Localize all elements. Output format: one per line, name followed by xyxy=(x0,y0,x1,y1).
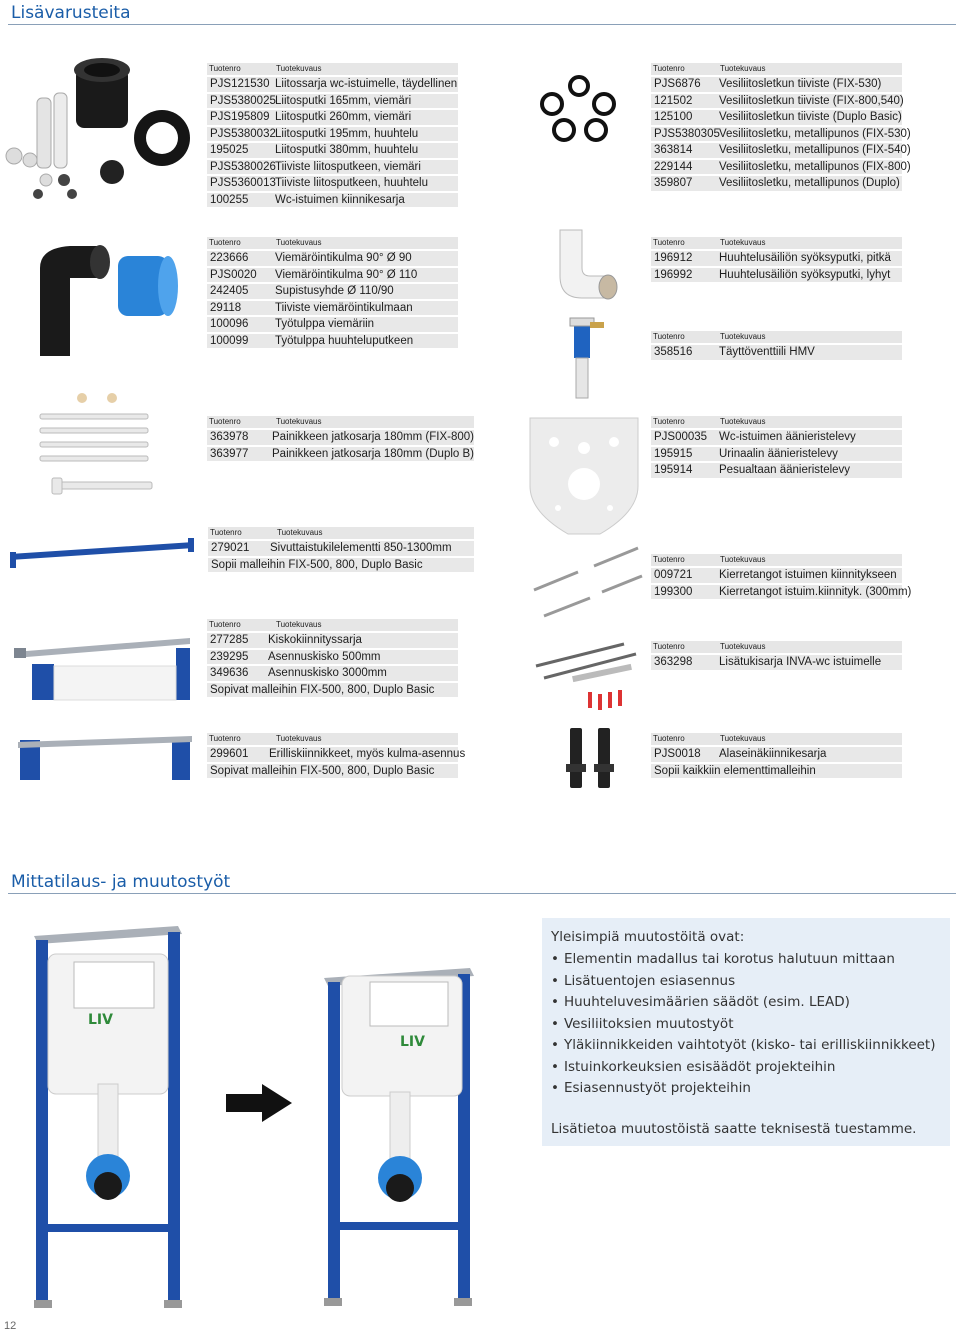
table-cell: Erilliskiinnikkeet, myös kulma-asennus xyxy=(269,748,466,760)
column-header: Tuotenro xyxy=(209,238,241,247)
table-cell: 277285 xyxy=(210,634,249,646)
product-table-connection-kits xyxy=(207,63,458,209)
table-cell: 195914 xyxy=(654,464,693,476)
table-row xyxy=(651,176,902,193)
table-cell: Työtulppa huuhteluputkeen xyxy=(275,334,414,347)
table-cell: Lisätukisarja INVA-wc istuimelle xyxy=(719,656,882,668)
table-cell: PJS6876 xyxy=(654,78,701,90)
table-note: Sopivat malleihin FIX-500, 800, Duplo Basic xyxy=(207,683,458,700)
table-cell: 363298 xyxy=(654,656,693,668)
table-header xyxy=(207,733,458,747)
table-cell: 229144 xyxy=(654,160,693,173)
table-row xyxy=(651,160,911,177)
table-cell: Vesiliitosletku, metallipunos (FIX-800) xyxy=(719,160,911,173)
table-header xyxy=(207,63,458,77)
column-header: Tuotenro xyxy=(209,417,241,426)
table-cell: 359807 xyxy=(654,177,693,189)
table-note: Sopii malleihin FIX-500, 800, Duplo Basic xyxy=(208,558,474,575)
table-row xyxy=(651,585,912,602)
column-header: Tuotekuvaus xyxy=(276,417,322,426)
section-divider xyxy=(8,893,956,894)
table-header xyxy=(207,416,474,430)
column-header: Tuotekuvaus xyxy=(276,64,322,73)
table-cell: 100096 xyxy=(210,318,249,330)
table-cell: 299601 xyxy=(210,748,249,760)
table-header xyxy=(651,733,902,747)
column-header: Tuotekuvaus xyxy=(276,238,322,247)
table-cell: 363978 xyxy=(210,431,249,443)
flush-pipe-image xyxy=(552,228,624,403)
product-table-insulation xyxy=(651,416,902,480)
table-cell: Asennuskisko 500mm xyxy=(268,650,381,663)
table-row xyxy=(207,193,458,210)
table-cell: Työtulppa viemäriin xyxy=(275,318,375,330)
page-number: 12 xyxy=(4,1320,17,1332)
section-title-accessories: Lisävarusteita xyxy=(11,3,131,23)
table-row xyxy=(651,127,911,144)
column-header: Tuotenro xyxy=(653,64,685,73)
table-cell: PJS0018 xyxy=(654,748,701,760)
column-header: Tuotekuvaus xyxy=(720,417,766,426)
table-row xyxy=(207,160,458,177)
table-cell: PJS5380025 xyxy=(210,94,276,107)
column-header: Tuotekuvaus xyxy=(720,332,766,341)
table-row xyxy=(651,463,902,480)
custom-work-info-box xyxy=(542,918,950,1146)
column-header: Tuotekuvaus xyxy=(720,555,766,564)
column-header: Tuotenro xyxy=(209,734,241,743)
inva-support-image xyxy=(532,636,644,716)
table-cell: PJS5380032 xyxy=(210,127,276,140)
table-cell: Liitosputki 380mm, huuhtelu xyxy=(275,144,419,156)
table-cell: Täyttöventtiili HMV xyxy=(719,346,815,358)
table-row xyxy=(207,251,458,268)
insulation-plate-image xyxy=(528,416,640,542)
table-cell: Pesualtaan äänieristelevy xyxy=(719,464,851,476)
table-row xyxy=(207,176,458,193)
arrow-icon xyxy=(226,1084,294,1122)
table-cell: 195915 xyxy=(654,447,693,460)
table-row xyxy=(207,650,458,667)
column-header: Tuotekuvaus xyxy=(720,734,766,743)
threaded-rods-image xyxy=(534,546,644,620)
table-cell: Tiiviste liitosputkeen, viemäri xyxy=(275,160,421,173)
table-row xyxy=(207,633,458,650)
table-cell: Painikkeen jatkosarja 180mm (Duplo B) xyxy=(272,447,474,460)
product-table-fill-valve xyxy=(651,331,902,362)
table-cell: PJS5380305 xyxy=(654,127,720,140)
table-row xyxy=(651,143,911,160)
table-row xyxy=(207,127,458,144)
table-cell: 196992 xyxy=(654,268,693,281)
table-cell: 100255 xyxy=(210,193,249,206)
frame-before-image xyxy=(28,924,188,1324)
table-cell: Alaseinäkiinnikesarja xyxy=(719,748,827,760)
column-header: Tuotenro xyxy=(653,332,685,341)
column-header: Tuotenro xyxy=(209,620,241,629)
table-cell: 195025 xyxy=(210,144,249,156)
list-item: • Huuhteluvesimäärien säädöt (esim. LEAD) xyxy=(551,992,936,1014)
table-row xyxy=(651,430,902,447)
table-row xyxy=(651,77,902,94)
column-header: Tuotenro xyxy=(653,555,685,564)
table-row xyxy=(651,110,902,127)
table-row xyxy=(651,94,902,111)
list-item: • Elementin madallus tai korotus halutuun mittaan xyxy=(551,949,936,971)
table-cell: Tiiviste viemäröintikulmaan xyxy=(275,301,413,314)
product-table-rail-kits xyxy=(207,619,458,699)
table-header xyxy=(651,641,902,655)
column-header: Tuotekuvaus xyxy=(276,620,322,629)
table-cell: 223666 xyxy=(210,252,249,264)
table-cell: Liitosputki 260mm, viemäri xyxy=(275,111,412,123)
table-header xyxy=(207,619,458,633)
table-cell: Sivuttaistukilelementti 850-1300mm xyxy=(270,542,452,554)
table-cell: 363814 xyxy=(654,144,693,156)
column-header: Tuotekuvaus xyxy=(276,734,322,743)
table-cell: PJS5380026 xyxy=(210,160,276,173)
table-cell: Asennuskisko 3000mm xyxy=(268,667,387,679)
table-cell: 121502 xyxy=(654,94,693,107)
table-cell: Kiskokiinnityssarja xyxy=(268,634,362,646)
table-cell: 358516 xyxy=(654,346,693,358)
table-cell: 29118 xyxy=(210,301,242,314)
table-row xyxy=(207,430,474,447)
column-header: Tuotenro xyxy=(653,417,685,426)
info-title: Yleisimpiä muutostöitä ovat: xyxy=(551,929,745,945)
table-cell: 279021 xyxy=(211,542,250,554)
table-header xyxy=(651,554,902,568)
table-cell: 196912 xyxy=(654,252,693,264)
table-header xyxy=(207,237,458,251)
table-cell: PJS00035 xyxy=(654,431,708,443)
table-row xyxy=(651,655,902,672)
table-cell: Liitosputki 195mm, huuhtelu xyxy=(275,127,419,140)
table-row xyxy=(207,666,458,683)
table-cell: Painikkeen jatkosarja 180mm (FIX-800) xyxy=(272,431,474,443)
table-row xyxy=(207,747,466,764)
table-header xyxy=(208,527,474,541)
table-cell: 242405 xyxy=(210,285,249,297)
table-cell: Tiiviste liitosputkeen, huuhtelu xyxy=(275,177,428,189)
table-cell: PJS5360013 xyxy=(210,177,276,189)
table-row xyxy=(207,143,458,160)
column-header: Tuotekuvaus xyxy=(277,528,323,537)
table-row xyxy=(651,251,902,268)
table-cell: Huuhtelusäiliön syöksyputki, lyhyt xyxy=(719,268,891,281)
table-row xyxy=(651,447,902,464)
list-item: • Vesiliitoksien muutostyöt xyxy=(551,1014,936,1036)
table-header xyxy=(651,63,902,77)
table-row xyxy=(207,77,458,94)
table-cell: PJS195809 xyxy=(210,111,270,123)
table-cell: PJS0020 xyxy=(210,268,257,281)
column-header: Tuotenro xyxy=(653,238,685,247)
table-cell: Liitossarja wc-istuimelle, täydellinen xyxy=(275,78,458,90)
table-cell: Vesiliitosletkun tiiviste (FIX-800,540) xyxy=(719,94,904,107)
table-cell: 363977 xyxy=(210,447,249,460)
button-extension-image xyxy=(36,392,156,502)
product-table-lower-wall-brackets xyxy=(651,733,902,780)
liv-logo: LIV xyxy=(88,1012,113,1028)
section-divider xyxy=(8,24,956,25)
table-note: Sopii kaikkiin elementtimalleihin xyxy=(651,764,902,781)
product-table-button-extensions xyxy=(207,416,474,463)
table-cell: PJS121530 xyxy=(210,78,270,90)
column-header: Tuotenro xyxy=(653,734,685,743)
column-header: Tuotenro xyxy=(653,642,685,651)
column-header: Tuotenro xyxy=(209,64,241,73)
table-cell: 009721 xyxy=(654,569,693,581)
column-header: Tuotenro xyxy=(210,528,242,537)
info-footer: Lisätietoa muutostöistä saatte teknisestä tuestamme. xyxy=(551,1121,917,1137)
separate-brackets-image xyxy=(16,730,194,782)
table-header xyxy=(651,237,902,251)
product-table-inva-support xyxy=(651,641,902,672)
list-item: • Yläkiinnikkeiden vaihtotyöt (kisko- tai erilliskiinnikkeet) xyxy=(551,1035,936,1057)
side-support-image xyxy=(8,536,198,570)
info-list xyxy=(551,949,936,1100)
table-cell: 125100 xyxy=(654,111,693,123)
table-cell: Viemäröintikulma 90° Ø 110 xyxy=(275,268,418,281)
table-row xyxy=(651,268,902,285)
table-cell: 199300 xyxy=(654,585,693,598)
table-cell: Wc-istuimen äänieristelevy xyxy=(719,431,856,443)
column-header: Tuotekuvaus xyxy=(720,642,766,651)
table-row xyxy=(651,345,902,362)
table-cell: Liitosputki 165mm, viemäri xyxy=(275,94,412,107)
table-cell: Huuhtelusäiliön syöksyputki, pitkä xyxy=(719,252,891,264)
table-row xyxy=(207,268,458,285)
rail-kit-image xyxy=(10,628,195,700)
table-cell: 100099 xyxy=(210,334,249,347)
table-row xyxy=(207,94,458,111)
table-cell: Viemäröintikulma 90° Ø 90 xyxy=(275,252,412,264)
table-row xyxy=(207,447,474,464)
table-cell: Urinaalin äänieristelevy xyxy=(719,447,838,460)
table-row xyxy=(651,747,902,764)
product-table-drain-elbows xyxy=(207,237,458,350)
list-item: • Lisätuentojen esiasennus xyxy=(551,971,936,993)
o-ring-seals-image xyxy=(532,70,622,150)
table-row xyxy=(207,110,458,127)
table-cell: Kierretangot istuim.kiinnityk. (300mm) xyxy=(719,585,912,598)
section-title-custom-work: Mittatilaus- ja muutostyöt xyxy=(11,872,231,892)
product-table-water-hoses xyxy=(651,63,911,193)
table-cell: Wc-istuimen kiinnikesarja xyxy=(275,193,405,206)
drain-elbow-image xyxy=(30,238,190,366)
list-item: • Istuinkorkeuksien esisäädöt projekteihin xyxy=(551,1057,936,1079)
table-row xyxy=(207,284,458,301)
table-header xyxy=(651,416,902,430)
column-header: Tuotekuvaus xyxy=(720,238,766,247)
table-row xyxy=(208,541,474,558)
table-cell: Kierretangot istuimen kiinnitykseen xyxy=(719,569,897,581)
table-row xyxy=(207,301,458,318)
product-table-flush-pipes xyxy=(651,237,902,284)
table-note: Sopivat malleihin FIX-500, 800, Duplo Basic xyxy=(207,764,458,781)
connection-kit-image xyxy=(2,48,202,208)
table-cell: Vesiliitosletku, metallipunos (Duplo) xyxy=(719,177,900,189)
table-cell: 239295 xyxy=(210,650,249,663)
table-cell: Vesiliitosletkun tiiviste (Duplo Basic) xyxy=(719,111,902,123)
table-header xyxy=(651,331,902,345)
table-cell: Vesiliitosletku, metallipunos (FIX-530) xyxy=(719,127,911,140)
table-cell: Vesiliitosletku, metallipunos (FIX-540) xyxy=(719,144,911,156)
product-table-threaded-rods xyxy=(651,554,912,601)
frame-after-image xyxy=(318,966,482,1320)
table-row xyxy=(651,568,902,585)
product-table-separate-brackets xyxy=(207,733,466,780)
liv-logo: LIV xyxy=(400,1034,425,1050)
table-cell: Vesiliitosletkun tiiviste (FIX-530) xyxy=(719,78,882,90)
table-row xyxy=(207,317,458,334)
column-header: Tuotekuvaus xyxy=(720,64,766,73)
list-item: • Esiasennustyöt projekteihin xyxy=(551,1078,936,1100)
table-row xyxy=(207,334,458,351)
lower-wall-brackets-image xyxy=(564,724,620,794)
table-cell: 349636 xyxy=(210,667,249,679)
product-table-side-support xyxy=(208,527,474,574)
table-cell: Supistusyhde Ø 110/90 xyxy=(275,285,394,297)
